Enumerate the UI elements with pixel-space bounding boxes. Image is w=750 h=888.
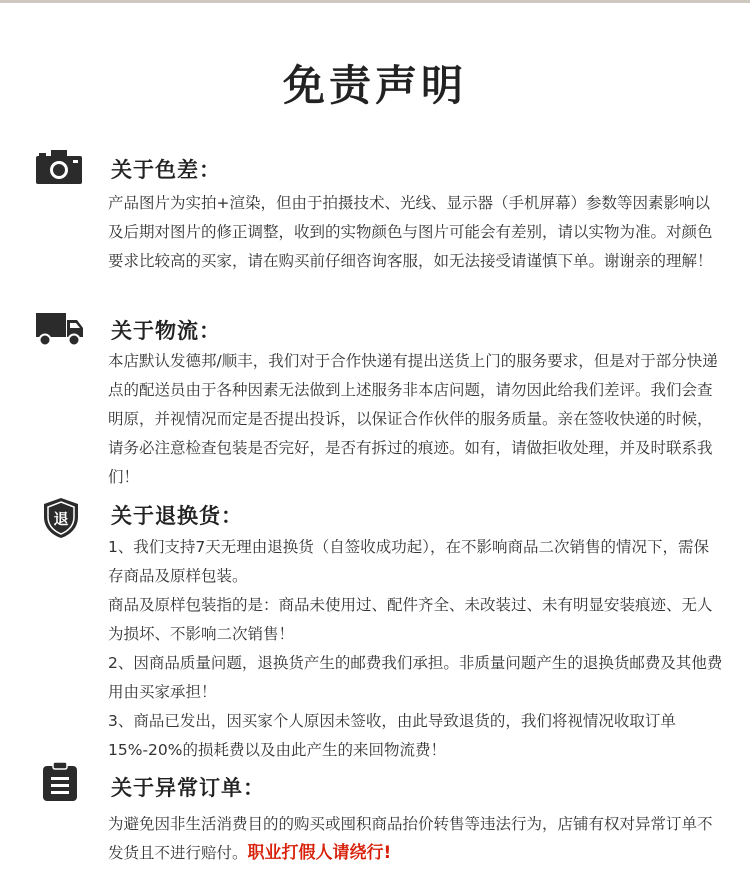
clipboard-icon	[42, 762, 78, 806]
section-heading: 关于异常订单：	[111, 776, 265, 800]
page-title: 免责声明	[282, 61, 467, 110]
paragraph-text: 为避免因非生活消费目的的购买或囤积商品抬价转售等违法行为，店铺有权对异常订单不发货且不进行赔付。	[108, 815, 713, 862]
truck-icon	[36, 313, 84, 351]
paragraph: 商品及原样包装指的是：商品未使用过、配件齐全、未改装过、未有明显安装痕迹、无人为损坏、不影响二次销售！	[108, 596, 713, 643]
section-body	[108, 810, 723, 868]
section-heading: 关于物流：	[111, 319, 221, 343]
paragraph: 产品图片为实拍+渲染，但由于拍摄技术、光线、显示器（手机屏幕）参数等因素影响以及后期对图片的修正调整，收到的实物颜色与图片可能会有差别，请以实物为准。对颜色要求比较高的买家，请在购买前仔细咨询客服，如无法接受请谨慎下单。谢谢亲的理解！	[108, 194, 713, 270]
paragraph: 3、商品已发出，因买家个人原因未签收，由此导致退货的，我们将视情况收取订单15%-20%的损耗费以及由此产生的来回物流费！	[108, 712, 676, 759]
paragraph	[108, 810, 723, 868]
section-heading: 关于色差：	[111, 158, 221, 182]
warning-text: 职业打假人请绕行!	[247, 843, 392, 863]
return-shield-label: 退	[53, 510, 69, 528]
paragraph: 本店默认发德邦/顺丰，我们对于合作快递有提出送货上门的服务要求，但是对于部分快递点的配送员由于各种因素无法做到上述服务非本店问题，请勿因此给我们差评。我们会查明原，并视情况而定是否提出投诉，以保证合作伙伴的服务质量。亲在签收快递的时候，请务必注意检查包装是否完好，是否有拆过的痕迹。如有，请做拒收处理，并及时联系我们！	[108, 352, 718, 486]
section-body	[108, 347, 723, 492]
paragraph: 2、因商品质量问题，退换货产生的邮费我们承担。非质量问题产生的退换货邮费及其他费用由买家承担！	[108, 654, 723, 701]
return-shield-icon	[42, 497, 80, 543]
section-body	[108, 533, 723, 765]
top-divider	[0, 0, 750, 3]
section-body	[108, 189, 723, 276]
camera-icon	[36, 150, 82, 188]
section-heading: 关于退换货：	[111, 504, 243, 528]
paragraph: 1、我们支持7天无理由退换货（自签收成功起），在不影响商品二次销售的情况下，需保存商品及原样包装。	[108, 538, 709, 585]
